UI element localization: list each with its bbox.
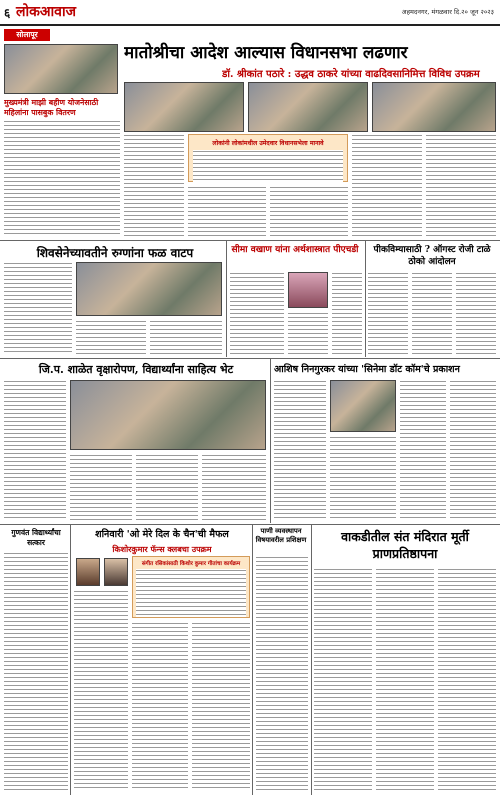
jp-photo	[70, 380, 266, 450]
kishor-box-body	[136, 569, 246, 617]
pani-title: पाणी व्यवस्थापन विषयावरील प्रशिक्षण	[255, 527, 307, 544]
banner-photo-3	[372, 82, 496, 132]
kishor-box-title: संगीत रसिकांसाठी किशोर कुमार गीतांचा कार्यक्रम	[141, 561, 241, 567]
vrule-6	[311, 525, 312, 795]
pani-body	[256, 556, 308, 790]
kishor-col-2	[132, 622, 188, 790]
banner-photo-1	[124, 82, 244, 132]
section-label: सोलापूर	[16, 30, 38, 39]
date-line: अहमदनगर, मंगळवार दि.२० जून २०२३	[401, 8, 494, 16]
banner-photo-2	[248, 82, 368, 132]
seema-col-2	[288, 312, 328, 354]
bottom-left-title: गुणवंत विद्यार्थ्यांचा सत्कार	[11, 528, 61, 547]
middle-box-body	[193, 150, 343, 182]
peekvima-col-3	[456, 272, 496, 354]
banner-story-col-2	[188, 186, 266, 236]
wakdi-col-1	[314, 568, 372, 790]
peekvima-col-2	[412, 272, 452, 354]
kishor-col-1	[74, 590, 128, 790]
vrule-4	[70, 525, 71, 795]
kishor-box	[132, 556, 250, 618]
seema-col-3	[332, 272, 362, 354]
ashish-title: आशिष निनगुरकर यांच्या 'सिनेमा डॉट कॉम'चे प्रकाशन	[274, 364, 460, 375]
left-story-photo	[4, 44, 118, 94]
page-header	[0, 0, 500, 24]
vrule-5	[252, 525, 253, 795]
middle-quote-box	[188, 134, 348, 182]
middle-box-title: लोकांनी लोकांमधील उमेदवार विधानसभेला मानावे	[212, 140, 324, 147]
left-story-body	[4, 120, 120, 236]
banner-story-col-1	[124, 134, 184, 236]
kishor-photo-1	[76, 558, 100, 586]
kishor-subtitle: किशोरकुमार फॅन्स क्लबचा उपक्रम	[112, 544, 212, 554]
banner-story-col-5	[426, 134, 496, 236]
masthead: लोकआवाज	[16, 4, 76, 20]
jp-col-4	[202, 454, 266, 520]
shivsena-col-3	[76, 320, 146, 354]
vrule-2	[365, 241, 366, 357]
banner-story-col-3	[270, 186, 348, 236]
seema-title: सीमा वखाण यांना अर्थशास्त्रात पीएचडी	[231, 245, 359, 255]
ashish-col-1	[274, 380, 326, 520]
vrule-3	[270, 359, 271, 523]
shivsena-photo	[76, 262, 222, 316]
jp-col-1	[4, 380, 66, 520]
ashish-col-4	[450, 380, 496, 520]
banner-subtitle: डॉ. श्रीकांत पठारे : उद्धव ठाकरे यांच्या वाढदिवसानिमित्त विविध उपक्रम	[222, 69, 480, 80]
kishor-title: शनिवारी 'ओ मेरे दिल के चैन'ची मैफल	[95, 529, 229, 540]
wakdi-col-3	[438, 568, 496, 790]
peekvima-col-1	[368, 272, 408, 354]
wakdi-col-2	[376, 568, 434, 790]
vrule-1	[226, 241, 227, 357]
ashish-col-3	[400, 380, 446, 520]
ashish-col-2	[330, 436, 396, 520]
section-label-box	[4, 29, 50, 41]
shivsena-col-4	[150, 320, 222, 354]
rule-2	[0, 358, 500, 359]
shivsena-col-1	[4, 262, 72, 352]
bottom-left-body	[4, 552, 68, 790]
shivsena-title: शिवसेनेच्यावतीने रुग्णांना फळ वाटप	[36, 246, 194, 260]
seema-photo	[288, 272, 328, 308]
kishor-photo-2	[104, 558, 128, 586]
kishor-col-3	[192, 622, 250, 790]
left-story-title: मुख्यमंत्री माझी बहीण योजनेसाठी महिलांना पासबुक वितरण	[4, 98, 99, 117]
rule-3	[0, 524, 500, 525]
ashish-photo	[330, 380, 396, 432]
banner-title: मातोश्रीचा आदेश आल्यास विधानसभा लढणार	[124, 43, 408, 63]
seema-col-1	[230, 272, 284, 354]
rule-1	[0, 240, 500, 241]
jp-col-2	[70, 454, 132, 520]
page-number: ६	[4, 6, 11, 20]
jp-title: जि.प. शाळेत वृक्षारोपण, विद्यार्थ्यांना साहित्य भेट	[38, 363, 234, 376]
peekvima-title: पीकविम्यासाठी ? ऑगस्ट रोजी टाळे ठोको आंदोलन	[373, 245, 491, 267]
banner-story-col-4	[352, 134, 422, 236]
wakdi-title: वाकडीतील संत मंदिरात मूर्ती प्राणप्रतिष्ठापना	[341, 529, 469, 561]
header-rule	[0, 24, 500, 26]
jp-col-3	[136, 454, 198, 520]
